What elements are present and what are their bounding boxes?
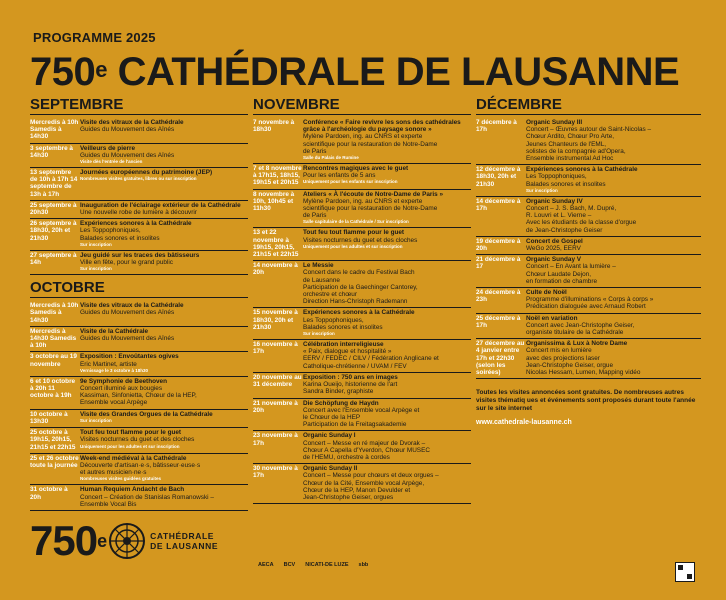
event-row — [476, 165, 701, 197]
event-details — [526, 256, 701, 285]
event-details — [80, 252, 248, 272]
event-list-december — [476, 118, 701, 379]
event-details — [80, 328, 248, 350]
event-details — [526, 166, 701, 194]
event-row — [253, 261, 471, 308]
logo-line-2: DE LAUSANNE — [150, 541, 219, 551]
event-note: Visite dès l'entrée de l'ancien — [80, 159, 143, 165]
event-date: 7 novembre à 18h30 — [253, 119, 295, 134]
event-details — [303, 191, 471, 226]
event-title: Veilleurs de pierre — [80, 144, 136, 152]
event-date: 25 octobre à 19h15, 20h15, 21h15 et 22h15 — [30, 429, 76, 451]
event-title: Rencontres magiques avec le guet — [303, 165, 409, 173]
event-line: Jean-Christophe Geiser, orgues — [303, 493, 394, 501]
logo-number — [30, 517, 107, 564]
sponsor-logo: BCV — [283, 562, 296, 568]
event-line: organiste titulaire de la Cathédrale — [526, 329, 624, 337]
event-title: Expériences sonores à la Cathédrale — [303, 309, 415, 317]
event-line: Pour les enfants de 5 ans — [303, 172, 376, 180]
event-details — [80, 302, 248, 324]
event-note: Uniquement pour les adultes et sur inscription — [80, 443, 180, 449]
event-date: 25 septembre à 20h30 — [30, 201, 77, 217]
event-date: 21 décembre à 17 — [476, 256, 521, 271]
month-heading-december: DÉCEMBRE — [476, 96, 701, 115]
event-line: Chœur de la Cité, Ensemble vocal Arpège, — [303, 479, 425, 487]
event-row — [30, 410, 248, 428]
event-details — [303, 229, 471, 258]
event-line: Concert dans le cadre du Festival Bach — [303, 269, 415, 277]
event-line: Jeunes Chanteurs de l'EML, — [526, 140, 607, 148]
event-note: Sur inscription — [80, 266, 112, 272]
event-line: avec des projections laser — [526, 354, 600, 362]
event-title: Conférence « Faire revivre les sons des cathédrales grâce à l'archéologie du paysage sonore » — [303, 119, 461, 134]
event-row — [30, 377, 248, 410]
event-date: 13 et 22 novembre à 19h15, 20h15, 21h15 et 22h15 — [253, 229, 299, 259]
event-date: 7 décembre à 17h — [476, 119, 517, 134]
event-line: Jean-Christophe Geiser, orgue — [526, 361, 614, 369]
event-list-september — [30, 118, 248, 275]
event-line: de l'HEMU, orchestre à cordes — [303, 453, 390, 461]
event-title: Célébration interreligieuse — [303, 341, 384, 349]
event-title: Jeu guidé sur les traces des bâtisseurs — [80, 251, 200, 259]
event-line: scientifique pour la restauration de Notre-Dame — [303, 140, 438, 148]
event-date: 21 novembre à 20h — [253, 399, 298, 414]
event-line: WeGo 2025, EERV — [526, 245, 581, 253]
event-title: Expériences sonores à la Cathédrale — [526, 166, 638, 174]
event-line: Guides du Mouvement des Aînés — [80, 309, 175, 317]
event-date: 27 septembre à 14h — [30, 251, 77, 267]
event-line: Concert illuminé aux bougies — [80, 385, 163, 393]
logo-line-1: CATHÉDRALE — [150, 531, 215, 541]
event-title: Concert de Gospel — [526, 237, 583, 245]
event-line: Les Toppophoniques, — [80, 227, 141, 235]
event-line: Concert mis en lumière — [526, 347, 592, 355]
event-date: 3 septembre à 14h30 — [30, 144, 73, 159]
event-line: Concert – Messe en ré majeur de Dvorak – — [303, 439, 426, 447]
programme-label: PROGRAMME 2025 — [33, 30, 156, 45]
event-details — [526, 238, 701, 252]
event-line: Balades sonores et insolites — [303, 323, 383, 331]
event-date: 16 novembre à 17h — [253, 341, 298, 356]
event-line: Guides du Mouvement des Aînés — [80, 126, 175, 134]
logo — [30, 517, 219, 564]
event-title: Tout feu tout flamme pour le guet — [80, 429, 182, 437]
event-details — [80, 353, 248, 373]
event-details — [526, 198, 701, 234]
event-title: Ateliers « À l'écoute de Notre-Dame de Paris » — [303, 190, 444, 198]
event-date: 31 octobre à 20h — [30, 486, 68, 501]
event-date: 24 décembre à 23h — [476, 289, 521, 304]
event-title: Exposition : 750 ans en images — [303, 373, 398, 381]
logo-text — [150, 531, 218, 551]
event-details — [303, 432, 471, 461]
event-date: 3 octobre au 19 novembre — [30, 353, 77, 368]
event-details — [80, 220, 248, 248]
logo-superscript: e — [97, 531, 107, 551]
event-title: 9e Symphonie de Beethoven — [80, 377, 168, 385]
event-date: 27 décembre au 4 janvier entre 17h et 22h30 (selon les soirées) — [476, 340, 525, 377]
event-row — [30, 201, 248, 219]
event-title: Organic Sunday I — [303, 432, 356, 440]
event-line: Mylène Pardoen, ing. au CNRS et experte — [303, 133, 423, 141]
event-row — [30, 454, 248, 486]
event-line: « Paix, dialogue et hospitalité » — [303, 348, 392, 356]
event-line: EERV / FEDEC / CILV / Fédération Anglicane et — [303, 355, 439, 363]
event-note: Uniquement pour les enfants sur inscription — [303, 179, 398, 185]
event-row — [253, 228, 471, 261]
event-date: 7 et 8 novembre à 17h15, 18h15, 19h15 et 20h15 — [253, 165, 302, 187]
event-line: Concert avec l'Ensemble vocal Arpège et — [303, 406, 420, 414]
event-line: solistes de la compagnie ad'Opera, — [526, 147, 626, 155]
event-row — [30, 327, 248, 353]
event-line: Catholique-chrétienne / UVAM / FEV — [303, 362, 407, 370]
event-note: Sur inscription — [526, 187, 558, 193]
event-details — [526, 340, 701, 376]
event-title: Exposition : Envoûtantes ogives — [80, 353, 179, 361]
month-heading-october: OCTOBRE — [30, 279, 248, 298]
event-details — [80, 378, 248, 407]
event-row — [253, 373, 471, 399]
event-line: et autres musicien·ne·s — [80, 469, 147, 477]
month-heading-november: NOVEMBRE — [253, 96, 471, 115]
event-note: Salle du Palais de Rumine — [303, 155, 359, 161]
event-details — [80, 486, 248, 508]
event-row — [30, 485, 248, 511]
event-date: 10 octobre à 13h30 — [30, 410, 68, 425]
sponsor-logo: AECA — [258, 562, 274, 568]
event-title: Human Requiem Andacht de Bach — [80, 486, 185, 494]
event-line: Kassiman, Sinfonietta, Chœur de la HEP, — [80, 392, 197, 400]
footnote: Toutes les visites annoncées sont gratuites. De nombreuses autres visites thématiq ues et événements sont proposés durant toute l'année sur le site internet — [476, 389, 696, 413]
event-line: scientifique pour la restauration de Notre-Dame — [303, 205, 438, 213]
event-line: Chœur Laudate Dejon, — [526, 270, 592, 278]
event-line: en formation de chambre — [526, 277, 598, 285]
event-title: Organic Sunday IV — [526, 197, 583, 205]
event-title: Die Schöpfung de Haydn — [303, 399, 379, 407]
column-december — [476, 96, 701, 426]
event-line: Ensemble Vocal Bis — [80, 500, 137, 508]
event-date: 13 septembre de 10h à 17h 14 septembre de 13h à 17h — [30, 169, 78, 198]
qr-code-icon[interactable] — [675, 562, 695, 582]
event-line: Chœur Ardito, Chœur Pro Arte, — [526, 133, 615, 141]
page-title — [30, 50, 679, 94]
event-title: Le Messie — [303, 262, 334, 270]
event-row — [253, 464, 471, 504]
event-line: Chœur de la HEP, Manon Devulder et — [303, 486, 411, 494]
event-note: Vernissage le 3 octobre à 18h30 — [80, 367, 149, 373]
event-line: de Paris — [303, 147, 327, 155]
event-line: de Lausanne — [303, 276, 340, 284]
event-line: Participation de la Freitagsakademie — [303, 421, 407, 429]
event-line: Concert – Création de Stanislas Romanowski – — [80, 493, 214, 501]
event-row — [30, 301, 248, 327]
event-line: Une nouvelle robe de lumière à découvrir — [80, 209, 197, 217]
event-line: Prédication dialoguée avec Arnaud Robert — [526, 303, 646, 311]
sponsor-logo: NICATI-DE LUZE — [305, 562, 349, 568]
event-details — [303, 465, 471, 501]
event-line: Balades sonores et insolites — [526, 180, 606, 188]
website-link[interactable]: www.cathedrale-lausanne.ch — [476, 419, 572, 427]
event-date: 19 décembre à 20h — [476, 237, 521, 253]
event-row — [30, 118, 248, 144]
event-line: Ensemble instrumental Ad Hoc — [526, 155, 614, 163]
event-details — [303, 309, 471, 337]
event-list-november — [253, 118, 471, 504]
event-line: orchestre et chœur — [303, 291, 357, 299]
event-note: Salle capitulaire de la Cathédrale / Sur inscription — [303, 219, 409, 225]
event-row — [476, 339, 701, 379]
event-line: Eric Martinet, artiste — [80, 360, 137, 368]
event-details — [303, 400, 471, 429]
event-date: Mercredis à 14h30 Samedis à 10h — [30, 327, 77, 350]
event-row — [476, 118, 701, 165]
event-line: Guides du Mouvement des Aînés — [80, 335, 175, 343]
event-note: Sur inscription — [303, 331, 335, 337]
event-details — [303, 374, 471, 396]
event-title: Culte de Noël — [526, 289, 567, 297]
event-note: Nombreuses visites gratuites, libres ou sur inscription — [80, 176, 197, 182]
event-date: 25 décembre à 17h — [476, 314, 521, 329]
event-date: 12 décembre à 18h30, 20h et 21h30 — [476, 166, 521, 188]
event-title: Organic Sunday III — [526, 119, 583, 126]
event-row — [253, 164, 471, 190]
event-title: Inauguration de l'éclairage extérieur de la Cathédrale — [80, 201, 241, 209]
event-line: Karina Oueijo, historienne de l'art — [303, 381, 398, 389]
event-line: Concert – En Avant la lumière – — [526, 263, 616, 271]
event-line: Les Toppophoniques, — [303, 316, 364, 324]
event-title: Noël en variation — [526, 314, 578, 322]
event-row — [30, 251, 248, 275]
event-line: Programme d'illuminations « Corps à corps » — [526, 296, 654, 304]
event-date: 15 novembre à 18h30, 20h et 21h30 — [253, 309, 298, 331]
sponsor-logo: sbb — [358, 562, 369, 568]
event-line: Visites nocturnes du guet et des cloches — [303, 236, 418, 244]
title-number: 750 — [30, 50, 96, 94]
month-heading-september: SEPTEMBRE — [30, 96, 248, 115]
event-row — [30, 352, 248, 376]
event-date: 30 novembre à 17h — [253, 465, 298, 480]
column-september-october — [30, 96, 248, 511]
sponsor-logos — [258, 562, 368, 568]
event-date: 26 septembre à 18h30, 20h et 21h30 — [30, 220, 77, 242]
event-line: Ville en fête, pour le grand public — [80, 259, 173, 267]
event-title: Week-end médiéval à la Cathédrale — [80, 454, 187, 462]
event-line: Visites nocturnes du guet et des cloches — [80, 436, 195, 444]
event-date: 6 et 10 octobre à 20h 11 octobre à 19h — [30, 377, 76, 400]
event-line: Avec les étudiants de la classe d'orgue — [526, 219, 637, 227]
event-date: 25 et 26 octobre toute la journée — [30, 454, 79, 469]
event-line: de Paris — [303, 212, 327, 220]
event-row — [30, 428, 248, 454]
logo-number-text: 750 — [30, 517, 98, 564]
event-line: Balades sonores et insolites — [80, 234, 160, 242]
event-note: Sur inscription — [80, 417, 112, 423]
event-note: Uniquement pour les adultes et sur inscription — [303, 243, 403, 249]
event-line: Concert avec Jean-Christophe Geiser, — [526, 321, 635, 329]
event-title: Organic Sunday II — [303, 465, 358, 473]
event-details — [303, 262, 471, 305]
event-row — [476, 314, 701, 340]
event-line: Concert – Messe pour chœurs et deux orgues – — [303, 472, 439, 480]
event-row — [30, 168, 248, 201]
event-details — [80, 169, 248, 198]
title-superscript: e — [95, 57, 107, 82]
event-line: le Chœur de la HEP — [303, 413, 361, 421]
event-details — [526, 315, 701, 337]
column-november — [253, 96, 471, 504]
title-text: CATHÉDRALE DE LAUSANNE — [107, 50, 680, 94]
event-line: Chœur A Capella d'Yverdon, Chœur MUSEC — [303, 446, 430, 454]
event-note: Sur inscription — [80, 241, 112, 247]
event-details — [80, 455, 248, 483]
event-line: Les Toppophoniques, — [526, 173, 587, 181]
event-date: Mercredis à 10h Samedis à 14h30 — [30, 302, 79, 324]
event-date: 8 novembre à 10h, 10h45 et 11h30 — [253, 190, 295, 213]
event-title: Tout feu tout flamme pour le guet — [303, 229, 405, 237]
event-line: Nicolas Hessam, Lumen, Mapping vidéo — [526, 369, 641, 377]
event-row — [476, 255, 701, 288]
event-line: Mylène Pardoen, ing. au CNRS et experte — [303, 197, 423, 205]
event-title: Visite de la Cathédrale — [80, 327, 149, 335]
event-note: Nombreuses visites guidées gratuites — [80, 476, 162, 482]
event-line: de Jean-Christophe Geiser — [526, 226, 603, 234]
event-line: Ensemble vocal Arpège — [80, 399, 148, 407]
event-details — [80, 411, 248, 425]
event-title: Journées européennes du patrimoine (JEP) — [80, 169, 213, 177]
event-details — [80, 429, 248, 451]
event-date: 20 novembre au 31 décembre — [253, 373, 302, 389]
event-title: Organic Sunday V — [526, 256, 582, 264]
event-details — [80, 202, 248, 216]
event-details — [303, 165, 471, 187]
event-row — [253, 399, 471, 432]
event-date: 23 novembre à 17h — [253, 432, 298, 447]
event-line: R. Louvri et L. Vierne – — [526, 212, 592, 220]
event-row — [30, 144, 248, 168]
event-title: Visite des vitraux de la Cathédrale — [80, 302, 184, 310]
event-row — [253, 340, 471, 373]
event-line: Sandra Binder, graphiste — [303, 388, 374, 396]
event-details — [526, 119, 701, 162]
event-row — [30, 219, 248, 251]
event-row — [253, 118, 471, 164]
event-row — [476, 197, 701, 237]
event-line: Participation de la Gaechinger Cantorey, — [303, 283, 418, 291]
event-line: Découverte d'artisan·e·s, bâtisseur·euse·s — [80, 461, 201, 469]
event-title: Visite des vitraux de la Cathédrale — [80, 119, 184, 126]
event-row — [253, 308, 471, 340]
event-details — [80, 119, 248, 141]
event-row — [253, 431, 471, 464]
event-date: 14 novembre à 20h — [253, 262, 298, 277]
event-title: Organissima & Lux à Notre Dame — [526, 340, 628, 348]
event-line: Guides du Mouvement des Aînés — [80, 151, 175, 159]
event-date: 14 décembre à 17h — [476, 197, 521, 213]
event-date: Mercredis à 10h Samedis à 14h30 — [30, 119, 79, 141]
event-line: Concert – J. S. Bach, M. Dupré, — [526, 205, 617, 213]
event-line: Concert – Œuvres autour de Saint-Nicolas – — [526, 126, 652, 134]
event-details — [303, 119, 471, 161]
event-title: Expériences sonores à la Cathédrale — [80, 220, 192, 228]
event-line: Direction Hans-Christoph Rademann — [303, 298, 408, 306]
event-details — [80, 145, 248, 165]
event-row — [476, 237, 701, 255]
event-details — [526, 289, 701, 311]
event-list-october — [30, 301, 248, 511]
event-row — [253, 190, 471, 229]
rosette-icon — [108, 522, 146, 560]
event-row — [476, 288, 701, 314]
event-title: Visite des Grandes Orgues de la Cathédrale — [80, 410, 213, 418]
event-details — [303, 341, 471, 370]
